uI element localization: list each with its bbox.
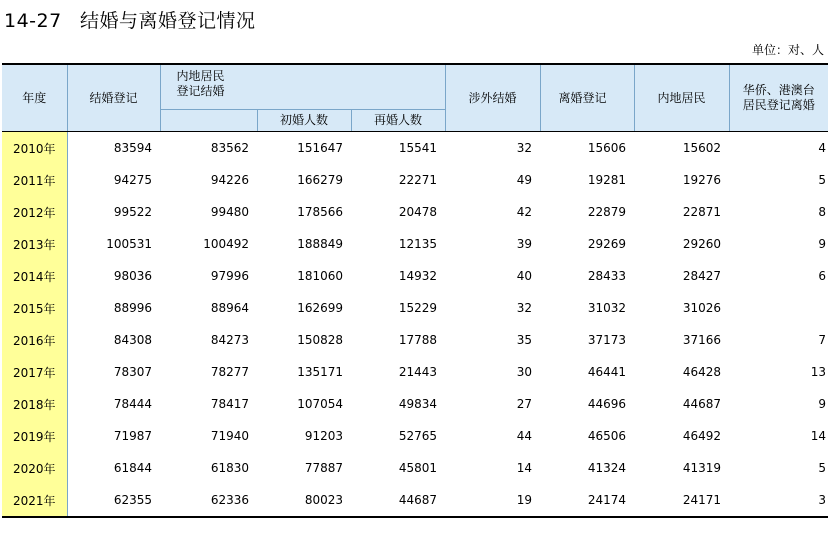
header-overseas-divorce (729, 64, 828, 132)
table-row (2, 356, 828, 388)
row-remarriage: 45801 (398, 461, 437, 475)
row-overseas-divorce: 4 (818, 141, 826, 155)
row-mainland-marriage: 97996 (210, 269, 249, 283)
header-overseas-line1: 华侨、港澳台 (742, 83, 815, 97)
header-mainland-marriage-line2: 登记结婚 (176, 84, 225, 98)
row-divorce: 24174 (540, 484, 634, 517)
row-year: 2015年 (2, 292, 67, 324)
row-mainland-marriage: 94226 (210, 173, 249, 187)
row-mainland-marriage: 78417 (210, 397, 249, 411)
table-row (2, 452, 828, 484)
row-year: 2021年 (2, 484, 67, 517)
row-first-marriage: 91203 (304, 429, 343, 443)
row-foreign-marriage: 30 (516, 365, 532, 379)
row-first-marriage: 181060 (297, 269, 343, 283)
table-title-text: 结婚与离婚登记情况 (80, 10, 256, 32)
row-foreign-marriage: 44 (516, 429, 532, 443)
row-overseas-divorce: 5 (818, 461, 826, 475)
row-mainland-divorce: 37166 (682, 333, 721, 347)
header-mainland-divorce: 内地居民 (634, 64, 729, 132)
row-year: 2016年 (2, 324, 67, 356)
row-overseas-divorce: 13 (810, 365, 826, 379)
header-overseas-line2: 居民登记离婚 (742, 98, 815, 112)
unit-label: 单位：对、人 (751, 43, 824, 57)
row-remarriage: 44687 (351, 484, 445, 517)
table-row (2, 420, 828, 452)
row-foreign-marriage: 49 (516, 173, 532, 187)
table-row (2, 164, 828, 196)
row-year: 2010年 (2, 132, 67, 165)
row-first-marriage: 107054 (297, 397, 343, 411)
row-foreign-marriage: 27 (516, 397, 532, 411)
row-year: 2014年 (2, 260, 67, 292)
row-first-marriage: 151647 (297, 141, 343, 155)
row-divorce: 46441 (587, 365, 626, 379)
row-marriage: 61844 (113, 461, 152, 475)
row-mainland-marriage: 100492 (203, 237, 249, 251)
table-row (2, 484, 828, 517)
row-divorce: 31032 (587, 301, 626, 315)
row-year: 2017年 (2, 356, 67, 388)
row-first-marriage: 178566 (297, 205, 343, 219)
row-foreign-marriage: 32 (516, 141, 532, 155)
row-mainland-divorce: 28427 (682, 269, 721, 283)
table-row (2, 132, 828, 165)
row-marriage: 88996 (113, 301, 152, 315)
row-first-marriage: 77887 (304, 461, 343, 475)
statistics-table (2, 63, 828, 518)
row-first-marriage: 150828 (297, 333, 343, 347)
row-year: 2018年 (2, 388, 67, 420)
table-row (2, 228, 828, 260)
table-row (2, 388, 828, 420)
header-divorce-registration: 离婚登记 (540, 64, 634, 132)
row-mainland-marriage: 99480 (210, 205, 249, 219)
row-remarriage: 21443 (398, 365, 437, 379)
row-divorce: 15606 (587, 141, 626, 155)
row-overseas-divorce: 3 (729, 484, 828, 517)
row-mainland-marriage: 83562 (210, 141, 249, 155)
row-overseas-divorce (729, 292, 828, 324)
row-foreign-marriage: 42 (516, 205, 532, 219)
row-mainland-divorce: 31026 (682, 301, 721, 315)
row-remarriage: 22271 (398, 173, 437, 187)
row-marriage: 62355 (67, 484, 160, 517)
table-row (2, 324, 828, 356)
header-mainland-marriage-line1: 内地居民 (176, 69, 225, 83)
row-remarriage: 17788 (398, 333, 437, 347)
row-marriage: 83594 (113, 141, 152, 155)
row-year: 2012年 (2, 196, 67, 228)
row-overseas-divorce: 14 (810, 429, 826, 443)
row-mainland-divorce: 44687 (682, 397, 721, 411)
row-marriage: 78444 (113, 397, 152, 411)
row-first-marriage: 80023 (257, 484, 351, 517)
row-marriage: 71987 (113, 429, 152, 443)
header-marriage-registration: 结婚登记 (67, 64, 160, 132)
row-marriage: 98036 (113, 269, 152, 283)
page-title (4, 6, 256, 33)
row-marriage: 84308 (113, 333, 152, 347)
row-mainland-marriage: 78277 (210, 365, 249, 379)
row-mainland-marriage: 84273 (210, 333, 249, 347)
row-first-marriage: 166279 (297, 173, 343, 187)
row-divorce: 28433 (587, 269, 626, 283)
row-divorce: 44696 (587, 397, 626, 411)
header-first-marriage: 初婚人数 (257, 110, 351, 132)
row-mainland-divorce: 41319 (682, 461, 721, 475)
header-spacer (160, 110, 257, 132)
row-overseas-divorce: 8 (818, 205, 826, 219)
row-divorce: 46506 (587, 429, 626, 443)
row-overseas-divorce: 9 (818, 237, 826, 251)
header-foreign-marriage: 涉外结婚 (445, 64, 540, 132)
row-remarriage: 14932 (398, 269, 437, 283)
row-foreign-marriage: 39 (516, 237, 532, 251)
row-foreign-marriage: 14 (516, 461, 532, 475)
row-overseas-divorce: 5 (818, 173, 826, 187)
row-divorce: 19281 (587, 173, 626, 187)
table-row (2, 260, 828, 292)
row-foreign-marriage: 35 (516, 333, 532, 347)
row-first-marriage: 162699 (297, 301, 343, 315)
row-foreign-marriage: 32 (516, 301, 532, 315)
row-year: 2011年 (2, 164, 67, 196)
row-marriage: 94275 (113, 173, 152, 187)
row-overseas-divorce: 7 (818, 333, 826, 347)
row-mainland-marriage: 61830 (210, 461, 249, 475)
row-remarriage: 52765 (398, 429, 437, 443)
row-mainland-divorce: 46428 (682, 365, 721, 379)
row-remarriage: 12135 (398, 237, 437, 251)
row-remarriage: 49834 (398, 397, 437, 411)
header-year: 年度 (2, 64, 67, 132)
table-row (2, 292, 828, 324)
row-mainland-divorce: 15602 (682, 141, 721, 155)
row-marriage: 78307 (113, 365, 152, 379)
header-remarriage: 再婚人数 (351, 110, 445, 132)
row-mainland-divorce: 19276 (682, 173, 721, 187)
row-year: 2019年 (2, 420, 67, 452)
row-foreign-marriage: 19 (445, 484, 540, 517)
row-year: 2020年 (2, 452, 67, 484)
row-divorce: 22879 (587, 205, 626, 219)
row-mainland-divorce: 24171 (634, 484, 729, 517)
row-divorce: 29269 (587, 237, 626, 251)
table-number: 14-27 (4, 10, 62, 32)
row-overseas-divorce: 6 (818, 269, 826, 283)
table-row (2, 196, 828, 228)
header-mainland-marriage (160, 64, 445, 110)
row-remarriage: 15229 (398, 301, 437, 315)
row-mainland-marriage: 71940 (210, 429, 249, 443)
row-overseas-divorce: 9 (818, 397, 826, 411)
row-mainland-marriage: 62336 (160, 484, 257, 517)
row-remarriage: 20478 (398, 205, 437, 219)
row-divorce: 37173 (587, 333, 626, 347)
row-marriage: 100531 (106, 237, 152, 251)
row-marriage: 99522 (113, 205, 152, 219)
row-mainland-divorce: 29260 (682, 237, 721, 251)
row-divorce: 41324 (587, 461, 626, 475)
row-mainland-marriage: 88964 (210, 301, 249, 315)
row-foreign-marriage: 40 (516, 269, 532, 283)
row-first-marriage: 188849 (297, 237, 343, 251)
row-remarriage: 15541 (398, 141, 437, 155)
table-body (2, 132, 828, 518)
row-first-marriage: 135171 (297, 365, 343, 379)
row-mainland-divorce: 22871 (682, 205, 721, 219)
row-mainland-divorce: 46492 (682, 429, 721, 443)
row-year: 2013年 (2, 228, 67, 260)
